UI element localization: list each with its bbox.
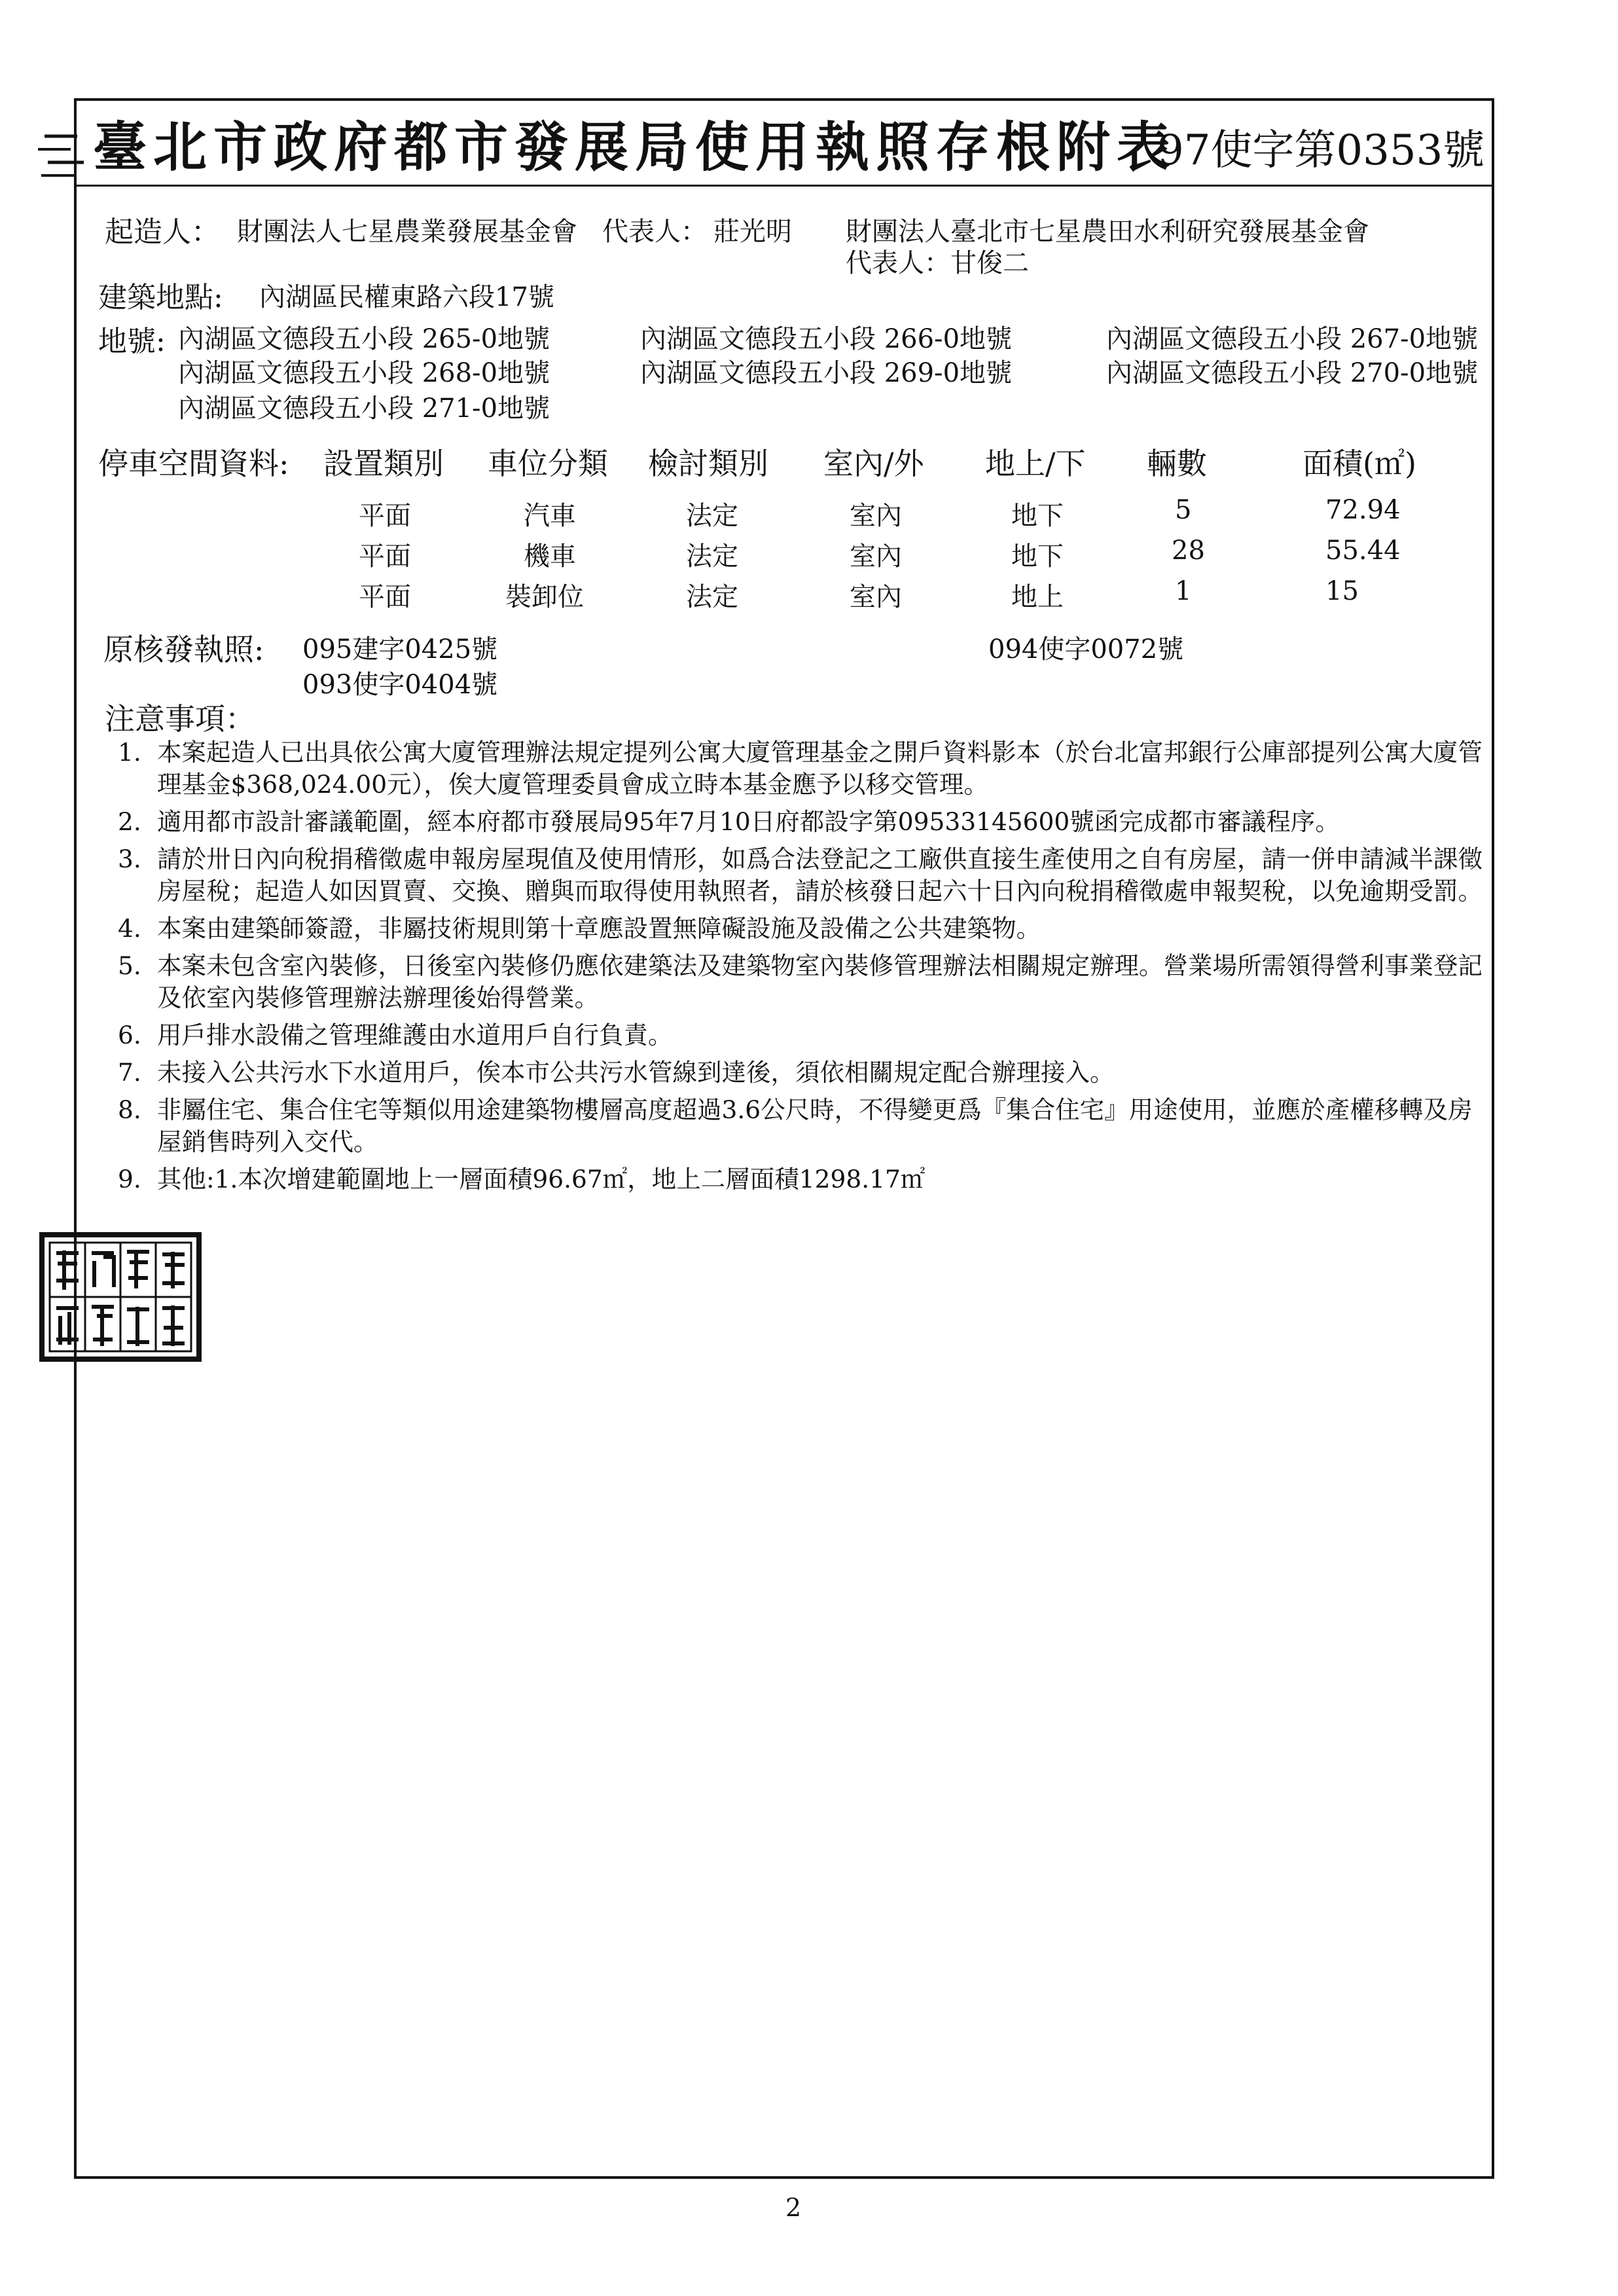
- parking-cell: 平面: [359, 582, 411, 612]
- note-number: 4.: [118, 914, 141, 943]
- parking-cell: 5: [1175, 495, 1192, 525]
- lot-item: 內湖區文德段五小段 265-0地號: [178, 324, 550, 354]
- note-text: 本案起造人已出具依公寓大廈管理辦法規定提列公寓大廈管理基金之開戶資料影本（於台北富邦銀行公庫部提列公寓大廈管理基金$368,024.00元），俟大廈管理委員會成立時本基金應予以移交管理。: [157, 738, 1483, 799]
- notes-list: [118, 737, 1483, 1195]
- site-label: 建築地點:: [98, 281, 223, 314]
- note-text: 用戶排水設備之管理維護由水道用戶自行負責。: [157, 1021, 673, 1049]
- parking-cell: 機車: [524, 541, 576, 572]
- permit-number: 97使字第0353號: [1157, 126, 1485, 175]
- lot-item: 內湖區文德段五小段 269-0地號: [640, 358, 1013, 388]
- parking-header: 地上/下: [985, 446, 1086, 481]
- note-text: 本案由建築師簽證，非屬技術規則第十章應設置無障礙設施及設備之公共建築物。: [157, 914, 1041, 943]
- parking-cell: 28: [1172, 536, 1205, 566]
- site-address: 內湖區民權東路六段17號: [259, 282, 554, 312]
- note-number: 5.: [118, 951, 141, 980]
- notes-label: 注意事項：: [105, 701, 255, 737]
- note-number: 7.: [118, 1058, 141, 1087]
- representative-label-1: 代表人：: [602, 217, 707, 247]
- note-item: [118, 737, 1483, 801]
- original-license-item: 093使字0404號: [302, 670, 498, 700]
- representative-1: 莊光明: [713, 217, 792, 247]
- parking-cell: 地上: [1011, 582, 1064, 612]
- original-license-label: 原核發執照:: [103, 632, 264, 667]
- parking-cell: 72.94: [1325, 495, 1401, 525]
- note-item: [118, 1094, 1483, 1158]
- original-license-item: 094使字0072號: [988, 634, 1184, 665]
- lots-label: 地號:: [98, 325, 166, 358]
- parking-cell: 室內: [850, 582, 902, 612]
- parking-cell: 地下: [1011, 501, 1064, 531]
- title-divider: [74, 185, 1494, 187]
- applicant-name-1: 財團法人七星農業發展基金會: [237, 217, 577, 247]
- lot-item: 內湖區文德段五小段 267-0地號: [1106, 324, 1479, 354]
- note-item: [118, 1019, 1483, 1051]
- parking-cell: 室內: [850, 501, 902, 531]
- parking-label: 停車空間資料:: [98, 446, 289, 481]
- note-item: [118, 1057, 1483, 1089]
- parking-cell: 1: [1175, 576, 1192, 606]
- note-text: 非屬住宅、集合住宅等類似用途建築物樓層高度超過3.6公尺時，不得變更爲『集合住宅』用途使用，並應於產權移轉及房屋銷售時列入交代。: [157, 1095, 1473, 1156]
- original-license-item: 095建字0425號: [302, 634, 498, 665]
- page-number: 2: [785, 2193, 802, 2222]
- note-number: 2.: [118, 807, 141, 836]
- note-text: 其他:1.本次增建範圍地上一層面積96.67㎡，地上二層面積1298.17㎡: [157, 1165, 926, 1194]
- parking-cell: 室內: [850, 541, 902, 572]
- note-number: 1.: [118, 738, 141, 767]
- applicant-name-2: 財團法人臺北市七星農田水利研究發展基金會: [846, 217, 1369, 247]
- lot-item: 內湖區文德段五小段 268-0地號: [178, 358, 550, 388]
- note-number: 9.: [118, 1165, 141, 1194]
- note-number: 6.: [118, 1021, 141, 1049]
- parking-cell: 汽車: [524, 501, 576, 531]
- note-item: [118, 806, 1483, 838]
- official-seal-icon: [38, 1231, 203, 1363]
- parking-header: 設置類別: [323, 446, 444, 481]
- note-item: [118, 1163, 1483, 1195]
- parking-cell: 法定: [686, 501, 738, 531]
- note-item: [118, 950, 1483, 1014]
- parking-cell: 平面: [359, 541, 411, 572]
- parking-header: 車位分類: [488, 446, 608, 481]
- parking-cell: 法定: [686, 582, 738, 612]
- note-text: 未接入公共污水下水道用戶，俟本市公共污水管線到達後，須依相關規定配合辦理接入。: [157, 1058, 1115, 1087]
- note-text: 請於卅日內向稅捐稽徵處申報房屋現值及使用情形，如爲合法登記之工廠供直接生產使用之自有房屋，請一併申請減半課徵房屋稅；起造人如因買賣、交換、贈與而取得使用執照者，請於核發日起六十日內向稅捐稽徵處申報契稅，以免逾期受罰。: [157, 845, 1483, 905]
- note-number: 3.: [118, 845, 141, 873]
- parking-header: 檢討類別: [648, 446, 768, 481]
- parking-cell: 55.44: [1325, 536, 1401, 566]
- note-item: [118, 843, 1483, 907]
- lot-item: 內湖區文德段五小段 270-0地號: [1106, 358, 1479, 388]
- document-title: 臺北市政府都市發展局使用執照存根附表: [93, 116, 1178, 179]
- applicant-label: 起造人：: [105, 215, 220, 249]
- parking-cell: 地下: [1011, 541, 1064, 572]
- parking-cell: 法定: [686, 541, 738, 572]
- parking-cell: 裝卸位: [505, 582, 584, 612]
- lot-item: 內湖區文德段五小段 271-0地號: [178, 393, 550, 424]
- note-text: 本案未包含室內裝修，日後室內裝修仍應依建築法及建築物室內裝修管理辦法相關規定辦理。營業場所需領得營利事業登記及依室內裝修管理辦法辦理後始得營業。: [157, 951, 1483, 1012]
- representative-2: 代表人：甘俊二: [846, 248, 1029, 278]
- parking-cell: 平面: [359, 501, 411, 531]
- note-item: [118, 913, 1483, 945]
- note-number: 8.: [118, 1095, 141, 1124]
- lot-item: 內湖區文德段五小段 266-0地號: [640, 324, 1013, 354]
- parking-header: 室內/外: [823, 446, 924, 481]
- parking-cell: 15: [1325, 576, 1359, 606]
- note-text: 適用都市設計審議範圍，經本府都市發展局95年7月10日府都設字第09533145600號函完成都市審議程序。: [157, 807, 1340, 836]
- parking-header: 輛數: [1147, 446, 1207, 481]
- parking-header: 面積(㎡): [1303, 446, 1416, 481]
